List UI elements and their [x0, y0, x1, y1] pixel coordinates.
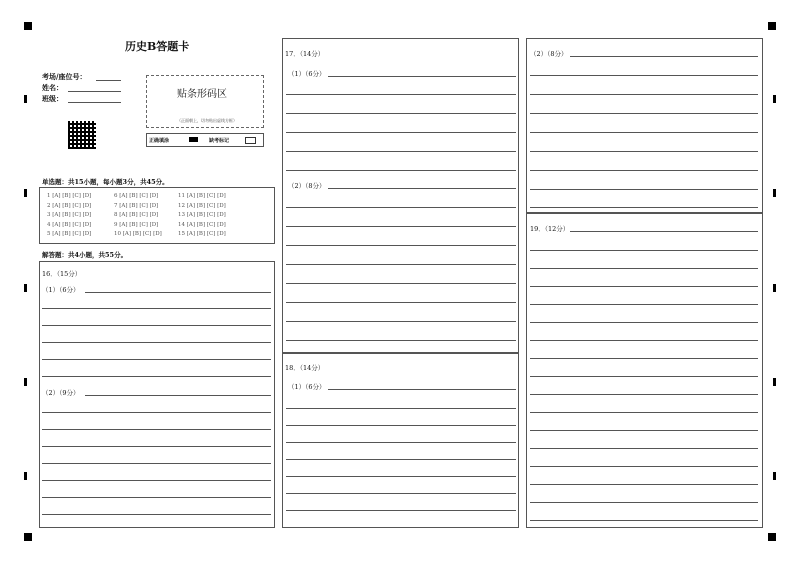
exam-seat-label: 考场/座位号： [42, 72, 87, 81]
single-choice-heading: 单选题：共15小题，每小题3分，共45分。 [42, 178, 169, 186]
timing-mark [24, 378, 27, 386]
answer-line[interactable] [530, 520, 758, 521]
timing-mark [773, 95, 776, 103]
answer-line[interactable] [530, 268, 758, 269]
q19-title: 19．（12分） [530, 225, 570, 233]
q18-title: 18．（14分） [285, 364, 325, 372]
corner-mark-br [768, 533, 776, 541]
barcode-note: （正面朝上，切勿贴出虚线方框） [177, 118, 237, 123]
answer-line[interactable] [286, 510, 516, 511]
answer-section-heading: 解答题：共4小题，共55分。 [42, 251, 128, 259]
answer-line[interactable] [530, 340, 758, 341]
answer-line[interactable] [42, 514, 271, 515]
choice-item[interactable]: 13 [A] [B] [C] [D] [178, 212, 226, 218]
barcode-area [146, 75, 264, 128]
answer-line[interactable] [286, 476, 516, 477]
fill-correct-label: 正确填涂 [149, 138, 170, 144]
q17-continued-part2-line[interactable] [570, 56, 758, 57]
answer-line[interactable] [530, 113, 758, 114]
answer-line[interactable] [530, 286, 758, 287]
choice-item[interactable]: 14 [A] [B] [C] [D] [178, 221, 226, 228]
choice-item[interactable]: 2 [A] [B] [C] [D] [47, 202, 92, 209]
q16-part2-label: （2）（9分） [42, 389, 80, 397]
answer-line[interactable] [286, 245, 516, 246]
answer-line[interactable] [286, 94, 516, 95]
q16-part2-line[interactable] [85, 395, 271, 396]
answer-line[interactable] [42, 497, 271, 498]
answer-line[interactable] [286, 459, 516, 460]
q16-part1-label: （1）（6分） [42, 286, 80, 294]
q18-box [282, 353, 519, 528]
corner-mark-tr [768, 22, 776, 30]
choice-item[interactable]: 4 [A] [B] [C] [D] [47, 221, 92, 228]
timing-mark [773, 284, 776, 292]
answer-line[interactable] [286, 493, 516, 494]
answer-line[interactable] [530, 502, 758, 503]
answer-line[interactable] [286, 207, 516, 208]
answer-line[interactable] [530, 358, 758, 359]
q17-part1-line[interactable] [328, 76, 516, 77]
choice-item[interactable]: 6 [A] [B] [C] [D] [114, 193, 159, 199]
answer-line[interactable] [286, 113, 516, 114]
fill-legend [146, 133, 264, 147]
answer-line[interactable] [286, 408, 516, 409]
barcode-area-label: 贴条形码区 [177, 89, 227, 100]
choice-item[interactable]: 7 [A] [B] [C] [D] [114, 202, 159, 209]
q18-part1-line[interactable] [328, 389, 516, 390]
answer-line[interactable] [530, 412, 758, 413]
answer-line[interactable] [286, 226, 516, 227]
answer-line[interactable] [286, 425, 516, 426]
corner-mark-tl [24, 22, 32, 30]
class-label: 班级： [42, 94, 63, 103]
answer-line[interactable] [530, 448, 758, 449]
q17-box [282, 38, 519, 353]
timing-mark [773, 378, 776, 386]
answer-line[interactable] [530, 304, 758, 305]
q17-part2-line[interactable] [328, 188, 516, 189]
q17-part1-label: （1）（6分） [288, 70, 326, 78]
answer-line[interactable] [42, 359, 271, 360]
answer-line[interactable] [530, 430, 758, 431]
name-field[interactable] [68, 91, 121, 92]
choice-item[interactable]: 11 [A] [B] [C] [D] [178, 193, 226, 199]
fill-correct-sample [189, 137, 198, 142]
q16-part1-line[interactable] [85, 292, 271, 293]
answer-line[interactable] [42, 376, 271, 377]
answer-line[interactable] [530, 170, 758, 171]
timing-mark [24, 95, 27, 103]
answer-line[interactable] [42, 308, 271, 309]
answer-line[interactable] [286, 340, 516, 341]
q19-line[interactable] [570, 231, 758, 232]
answer-line[interactable] [530, 207, 758, 208]
exam-seat-field[interactable] [96, 80, 121, 81]
answer-line[interactable] [530, 322, 758, 323]
answer-line[interactable] [286, 264, 516, 265]
answer-line[interactable] [530, 94, 758, 95]
q19-box [526, 213, 763, 528]
answer-line[interactable] [286, 170, 516, 171]
absent-mark-label: 缺考标记 [209, 138, 230, 144]
q17-part2-label: （2）（8分） [288, 182, 326, 190]
answer-line[interactable] [286, 132, 516, 133]
answer-line[interactable] [42, 412, 271, 413]
q18-part1-label: （1）（6分） [288, 383, 326, 391]
answer-line[interactable] [42, 446, 271, 447]
answer-line[interactable] [530, 466, 758, 467]
timing-mark [773, 472, 776, 480]
answer-line[interactable] [286, 321, 516, 322]
answer-line[interactable] [530, 376, 758, 377]
choice-item[interactable]: 12 [A] [B] [C] [D] [178, 202, 226, 209]
answer-line[interactable] [42, 342, 271, 343]
answer-line[interactable] [286, 442, 516, 443]
timing-mark [773, 189, 776, 197]
page-title: 历史B答题卡 [125, 40, 190, 53]
answer-line[interactable] [286, 283, 516, 284]
class-field[interactable] [68, 102, 121, 103]
answer-line[interactable] [530, 394, 758, 395]
q17-continued-part2-label: （2）（8分） [530, 50, 568, 58]
answer-line[interactable] [42, 325, 271, 326]
timing-mark [24, 284, 27, 292]
answer-line[interactable] [42, 463, 271, 464]
timing-mark [24, 472, 27, 480]
choice-item[interactable]: 9 [A] [B] [C] [D] [114, 221, 159, 228]
timing-mark [24, 189, 27, 197]
q16-title: 16．（15分） [42, 270, 82, 278]
choice-item[interactable]: 1 [A] [B] [C] [D] [47, 193, 92, 199]
name-label: 姓名： [42, 83, 63, 92]
choice-item[interactable]: 15 [A] [B] [C] [D] [178, 231, 226, 237]
q17-title: 17．（14分） [285, 50, 325, 58]
absent-mark-box[interactable] [245, 137, 256, 144]
answer-line[interactable] [530, 132, 758, 133]
choice-item[interactable]: 10 [A] [B] [C] [D] [114, 231, 162, 237]
answer-line[interactable] [530, 484, 758, 485]
answer-line[interactable] [286, 302, 516, 303]
q17-continued-box [526, 38, 763, 213]
qr-code-icon [68, 121, 96, 149]
answer-line[interactable] [530, 75, 758, 76]
corner-mark-bl [24, 533, 32, 541]
answer-line[interactable] [530, 189, 758, 190]
answer-line[interactable] [42, 480, 271, 481]
answer-line[interactable] [286, 151, 516, 152]
choice-item[interactable]: 5 [A] [B] [C] [D] [47, 231, 92, 237]
answer-line[interactable] [530, 151, 758, 152]
answer-line[interactable] [530, 250, 758, 251]
choice-item[interactable]: 3 [A] [B] [C] [D] [47, 212, 92, 218]
choice-item[interactable]: 8 [A] [B] [C] [D] [114, 212, 159, 218]
answer-line[interactable] [42, 429, 271, 430]
